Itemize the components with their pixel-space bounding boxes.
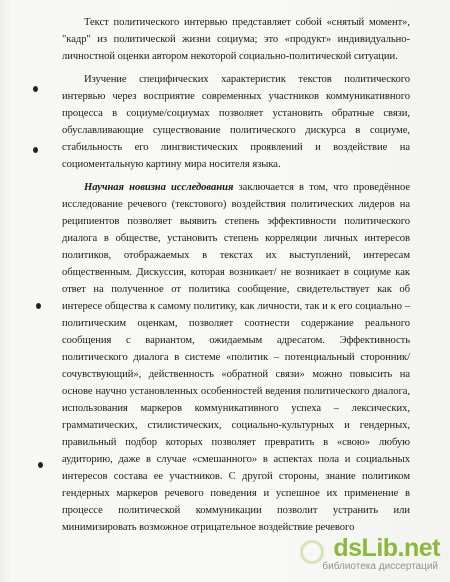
section-heading: Научная новизна исследования xyxy=(84,182,234,193)
binding-hole-mark xyxy=(38,462,43,468)
paragraph-2: Изучение специфических характеристик текстов политического интервью через восприятие современных участников коммуникативного процесса в социуме/социумах позволяет установить обратные связи, обуславливающие существование политического дискурса в социуме, стабильность его лингвистических проявлений и воздействие на социоментальную картину мира носителя языка. xyxy=(62,74,410,170)
paragraph-1: Текст политического интервью представляет собой «снятый момент», "кадр" из политической жизни социума; это «продукт» индивидуально-личностной оценки автором некоторой социально-политической ситуации. xyxy=(62,17,410,62)
paragraph-3-body: заключается в том, что проведённое исследование речевого (текстового) воздействия политических лидеров на реципиентов позволяет выявить степень эффективности политического диалога в обществе, установить степень корреляции личных интересов политиков, отображаемых в текстах их выступлений, интересам общественным. Дискуссия, которая возникает/ не возникает в социуме как ответ на полученное от политика сообщение, свидетельствует как об интересе общества к самому политику, как личности, так и к его социально – политическим оценкам, позволяет соотнести содержание реального сообщения с вариантом, ожидаемым адресатом. Эффективность политического диалога в системе «политик – потенциальный сторонник/сочувствующий», действенность «обратной связи» можно повысить на основе научно установленных особенностей ведения политического диалога, использования маркеров коммуникативного успеха – лексических, грамматических, стилистических, социально-культурных и гендерных, правильный подбор которых позволяет превратить в «свою» любую аудиторию, даже в случае «смешанного» в аспектах пола и социальных интересов состава ее участников. С другой стороны, знание политиком гендерных маркеров речевого поведения и успешное их применение в процессе политической коммуникации позволит устранить или минимизировать возможное отрицательное воздействие речевого xyxy=(62,182,410,533)
binding-hole-mark xyxy=(33,147,38,153)
paragraph-3 xyxy=(62,179,410,536)
binding-hole-mark xyxy=(33,86,38,92)
binding-hole-mark xyxy=(36,303,41,309)
watermark-subtitle: библиотека диссертаций xyxy=(322,561,438,572)
document-body xyxy=(62,14,410,536)
watermark-logo: dsLib.net xyxy=(333,534,440,562)
watermark xyxy=(292,534,442,576)
logo-ring-icon xyxy=(300,540,324,564)
